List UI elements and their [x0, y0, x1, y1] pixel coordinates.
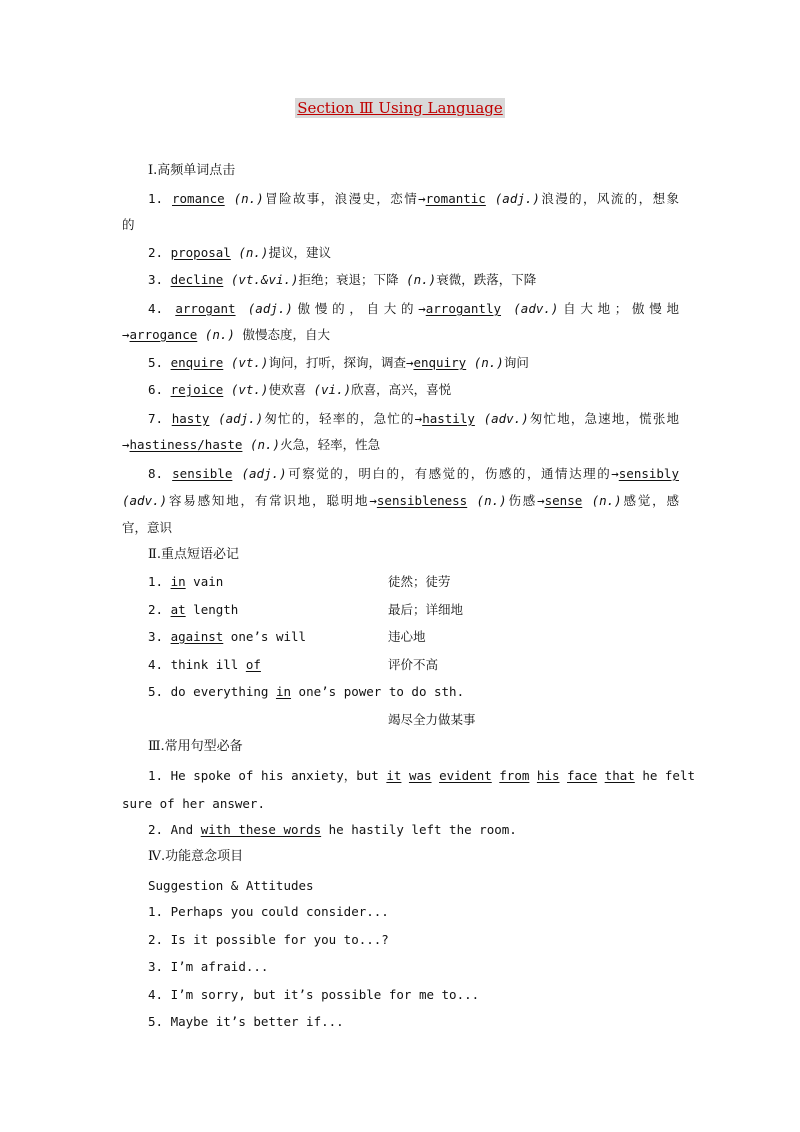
- phrase-blank: at: [170, 602, 186, 617]
- phrase-blank: against: [170, 629, 224, 644]
- vocab-word: sense: [544, 493, 583, 508]
- vocab-word: hastily: [422, 411, 475, 426]
- vocab-word: proposal: [170, 245, 231, 260]
- vocab-word: hasty: [171, 411, 210, 426]
- vocab-word: rejoice: [170, 382, 224, 397]
- vocab-word: hastiness/haste: [129, 437, 243, 452]
- vocab-word: sensible: [172, 466, 233, 481]
- expression-item-4: 4. I’m sorry, but it’s possible for me to...: [148, 987, 480, 1002]
- sentence-1-cont: sure of her answer.: [122, 796, 265, 811]
- vocab-item-8: 8. sensible (adj.)可察觉的，明白的，有感觉的，伤感的，通情达理的→sensibly: [148, 466, 679, 481]
- page-title: Section Ⅲ Using Language: [297, 99, 503, 117]
- vocab-word: sensibleness: [376, 493, 468, 508]
- vocab-item-6: 6. rejoice (vt.)使欢喜 (vi.)欣喜，高兴，喜悦: [148, 382, 452, 397]
- vocab-word: decline: [170, 272, 224, 287]
- phrase-item-4: 4. think ill of 评价不高: [148, 657, 439, 672]
- vocab-word: enquire: [170, 355, 224, 370]
- sentence-blank: his: [536, 768, 560, 783]
- vocab-item-5: 5. enquire (vt.)询问，打听，探询，调查→enquiry (n.)询问: [148, 355, 529, 370]
- sentence-blank: that: [604, 768, 635, 783]
- vocab-item-7: 7. hasty (adj.)匆忙的，轻率的，急忙的→hastily (adv.)匆忙地，急速地，慌张地: [148, 411, 679, 426]
- sentence-blank: from: [499, 768, 530, 783]
- vocab-word: arrogantly: [425, 301, 502, 316]
- expression-item-2: 2. Is it possible for you to...?: [148, 932, 389, 947]
- sentence-1: 1. He spoke of his anxiety，but it was evident from his face that he felt: [148, 768, 696, 783]
- phrase-item-3: 3. against one’s will 违心地: [148, 629, 426, 644]
- vocab-word: romance: [172, 191, 225, 206]
- phrase-blank: of: [245, 657, 261, 672]
- sentence-blank: face: [567, 768, 598, 783]
- sentence-blank: with these words: [200, 822, 322, 837]
- vocab-word: enquiry: [413, 355, 467, 370]
- sentence-blank: it: [386, 768, 402, 783]
- expression-item-3: 3. I’m afraid...: [148, 959, 269, 974]
- vocab-item-8-line2: (adv.)容易感知地，有常识地，聪明地→sensibleness (n.)伤感→sense (n.)感觉，感: [122, 493, 679, 508]
- section1-heading: Ⅰ.高频单词点击: [148, 163, 236, 178]
- vocab-item-3: 3. decline (vt.&vi.)拒绝；衰退；下降 (n.)衰微，跌落，下降: [148, 272, 537, 287]
- section3-heading: Ⅲ.常用句型必备: [148, 739, 243, 754]
- expression-item-1: 1. Perhaps you could consider...: [148, 904, 389, 919]
- phrase-item-5: 5. do everything in one’s power to do sth.: [148, 684, 465, 699]
- vocab-item-1-cont: 的: [122, 217, 135, 232]
- vocab-item-2: 2. proposal (n.)提议，建议: [148, 245, 331, 260]
- section2-heading: Ⅱ.重点短语必记: [148, 547, 239, 562]
- vocab-item-4-cont: →arrogance (n.) 傲慢态度，自大: [122, 327, 330, 342]
- phrase-item-1: 1. in vain 徒然；徒劳: [148, 574, 451, 589]
- sentence-2: 2. And with these words he hastily left the room.: [148, 822, 517, 837]
- section4-heading: Ⅳ.功能意念项目: [148, 849, 244, 864]
- phrase-blank: in: [170, 574, 186, 589]
- phrase-blank: in: [275, 684, 292, 699]
- title-area: [0, 98, 800, 118]
- sentence-blank: was: [408, 768, 432, 783]
- vocab-item-4: 4. arrogant (adj.)傲慢的，自大的→arrogantly (adv.)自大地；傲慢地: [148, 301, 679, 316]
- phrase-item-2: 2. at length 最后；详细地: [148, 602, 464, 617]
- vocab-item-8-cont: 官，意识: [122, 520, 173, 535]
- phrase-item-5-meaning: 竭尽全力做某事: [388, 712, 476, 727]
- section4-subheading: Suggestion & Attitudes: [148, 878, 314, 893]
- expression-item-5: 5. Maybe it’s better if...: [148, 1014, 344, 1029]
- vocab-word: arrogant: [175, 301, 236, 316]
- vocab-item-1: 1. romance (n.)冒险故事，浪漫史，恋情→romantic (adj.)浪漫的，风流的，想象: [148, 191, 679, 206]
- vocab-word: sensibly: [618, 466, 679, 481]
- sentence-blank: evident: [439, 768, 492, 783]
- vocab-item-7-cont: →hastiness/haste (n.)火急，轻率，性急: [122, 437, 381, 452]
- vocab-word: arrogance: [129, 327, 198, 342]
- vocab-word: romantic: [425, 191, 486, 206]
